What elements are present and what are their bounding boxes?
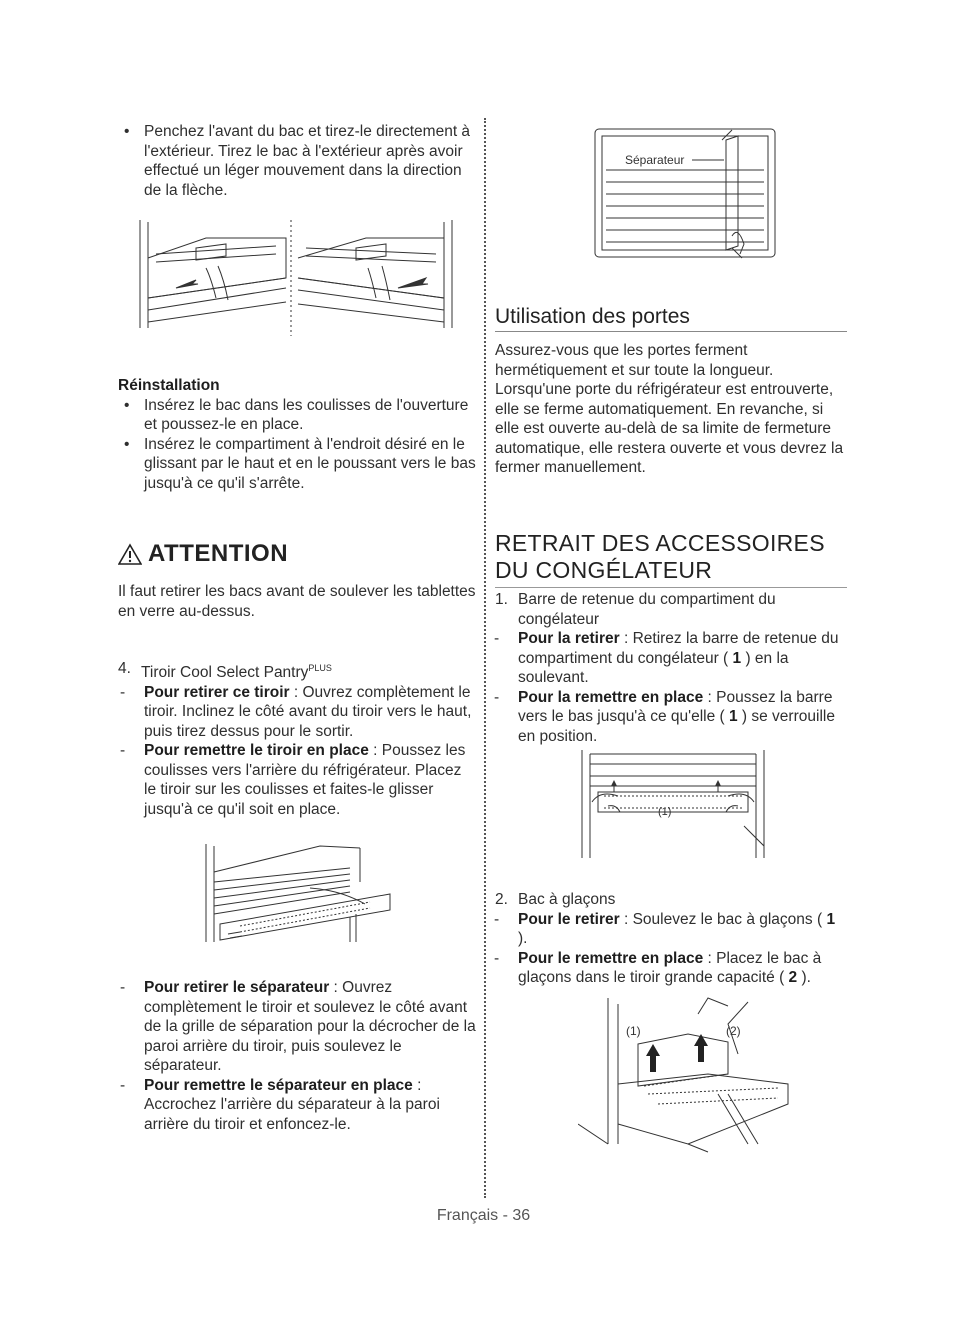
ice-callout-2: (2) — [726, 1024, 741, 1038]
warning-icon — [118, 543, 142, 565]
bar-callout: (1) — [658, 806, 672, 818]
separator-callout: Séparateur — [622, 153, 687, 167]
pantry-drawer-illustration — [200, 842, 400, 947]
item-1-section — [495, 590, 840, 746]
attention-box — [118, 540, 478, 621]
reinstall-bullet: • Insérez le bac dans les coulisses de l'ouverture et poussez-le en place. — [124, 396, 469, 433]
item-4-step: - Pour remettre le tiroir en place : Poussez les coulisses vers l'arrière du réfrigérateur. Placez le tiroir sur les coulisses et faites-le glisser jusqu'à ce qu'il soit en place. — [120, 742, 466, 818]
item-2-step: - Pour le retirer : Soulevez le bac à glaçons ( 1 ). — [494, 910, 836, 947]
reinstall-section — [118, 376, 478, 493]
attention-text: Il faut retirer les bacs avant de soulever les tablettes en verre au-dessus. — [118, 583, 476, 620]
separator-section — [118, 978, 476, 1134]
item-2-section — [495, 890, 847, 988]
column-divider — [484, 118, 486, 1198]
separator-step: - Pour retirer le séparateur : Ouvrez complètement le tiroir et soulevez le côté avant de la grille de séparation pour la décrocher de la paroi arrière du tiroir, puis soulevez le séparateur. — [120, 979, 476, 1074]
item-1-step: - Pour la retirer : Retirez la barre de retenue du compartiment du congélateur ( 1 ) en la soulevant. — [494, 630, 839, 686]
freezer-title: RETRAIT DES ACCESSOIRES DU CONGÉLATEUR — [495, 530, 847, 588]
item-4-title: 4. Tiroir Cool Select Pantry$^{PLUS}$ — [118, 660, 332, 682]
item-4-step: - Pour retirer ce tiroir : Ouvrez complètement le tiroir. Inclinez le côté avant du tiroir vers le haut, puis tirez dessus pour le sortir. — [120, 683, 472, 740]
item-1-title: 1. Barre de retenue du compartiment du congélateur — [495, 591, 776, 628]
reinstall-heading: Réinstallation — [118, 377, 220, 394]
retainer-bar-illustration — [578, 746, 768, 860]
attention-title: ATTENTION — [148, 540, 289, 567]
intro-bullet: • Penchez l'avant du bac et tirez-le directement à l'extérieur. Tirez le bac à l'extérieur après avoir effectué un léger mouvement dans la direction de la flèche. — [124, 123, 471, 199]
intro-section — [118, 122, 478, 200]
item-2-step: - Pour le remettre en place : Placez le bac à glaçons dans le tiroir grande capacité ( 2 ). — [494, 949, 822, 986]
item-2-title: 2. Bac à glaçons — [495, 891, 616, 908]
item-1-step: - Pour la remettre en place : Poussez la barre vers le bas jusqu'à ce qu'elle ( 1 ) se verrouille en position. — [494, 688, 835, 745]
page-footer: Français - 36 — [436, 1207, 531, 1224]
reinstall-bullet: • Insérez le compartiment à l'endroit désiré en le glissant par le haut et en le poussant vers le bas jusqu'à ce qu'il s'arrête. — [124, 435, 476, 492]
doors-section — [495, 305, 847, 478]
drawer-removal-illustration — [136, 218, 456, 336]
ice-callout-1: (1) — [626, 1024, 641, 1038]
ice-bin-illustration — [578, 994, 792, 1154]
doors-title: Utilisation des portes — [495, 305, 847, 332]
doors-text: Assurez-vous que les portes ferment hermétiquement et sur toute la longueur. Lorsqu'une porte du réfrigérateur est entrouverte, elle se ferme automatiquement. En revanche, si elle est ouverte au-delà de sa limite de fermeture automatique, elle restera ouverte et vous devrez la fermer manuellement. — [495, 342, 844, 476]
separator-illustration — [592, 126, 782, 262]
item-4-section — [118, 659, 476, 819]
separator-step: - Pour remettre le séparateur en place : Accrochez l'arrière du séparateur à la paroi arrière du tiroir et enfoncez-le. — [120, 1076, 440, 1133]
freezer-section — [495, 530, 847, 588]
